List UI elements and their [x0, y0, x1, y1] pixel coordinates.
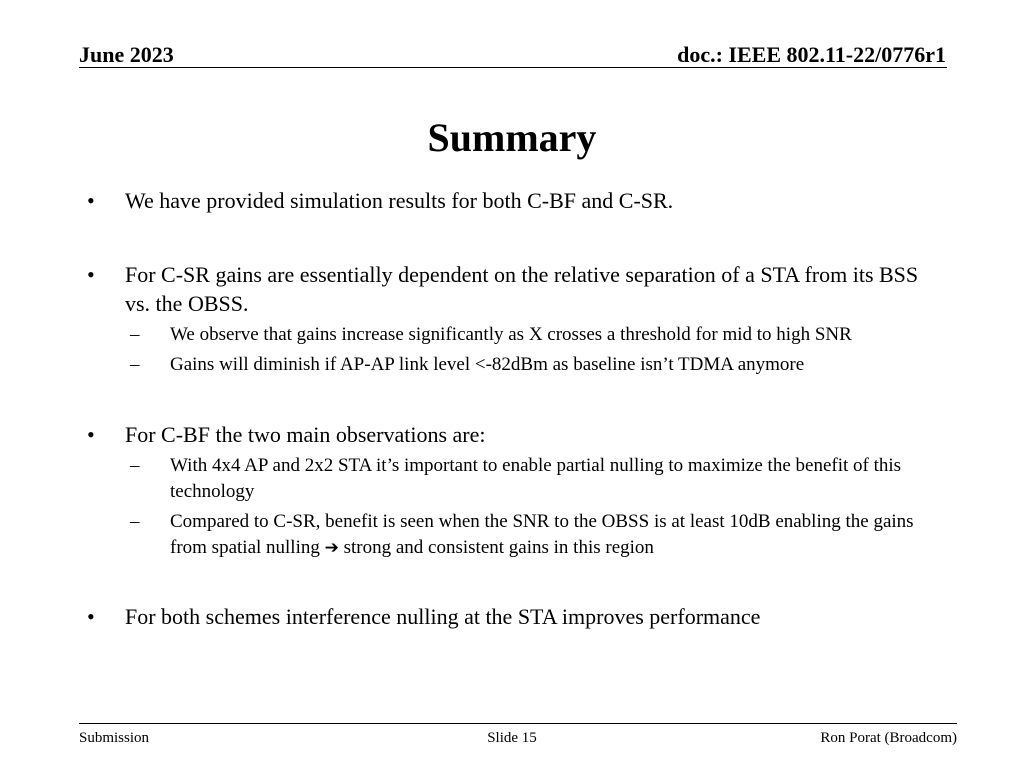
bullet-text: For C-BF the two main observations are:	[125, 422, 486, 447]
sub-bullet-text-before: Compared to C-SR, benefit is seen when the SNR to the OBSS is at least 10dB enabling the gains from spatial nulling	[170, 511, 914, 558]
header-divider	[79, 67, 947, 68]
bullet-marker: •	[87, 262, 95, 287]
bullet-item	[87, 602, 947, 631]
right-arrow-icon: ➔	[324, 538, 339, 558]
bullet-marker: •	[87, 422, 95, 447]
bullet-marker: •	[87, 604, 95, 629]
sub-bullet-marker: –	[130, 354, 140, 375]
sub-bullet-marker: –	[130, 324, 140, 345]
sub-bullet-text	[170, 509, 935, 561]
bullet-text: We have provided simulation results for both C-BF and C-SR.	[125, 188, 674, 213]
bullet-marker: •	[87, 188, 95, 213]
sub-bullet-text: With 4x4 AP and 2x2 STA it’s important to enable partial nulling to maximize the benefit of this technology	[170, 455, 902, 502]
sub-bullet-marker: –	[130, 455, 140, 476]
sub-bullet-item	[125, 352, 947, 378]
bullet-item	[87, 260, 947, 318]
bullet-item	[87, 420, 947, 449]
header-doc-id: doc.: IEEE 802.11-22/0776r1	[677, 42, 946, 67]
sub-bullet-marker: –	[130, 511, 140, 532]
slide-body	[87, 186, 947, 631]
footer-divider	[79, 723, 957, 724]
sub-bullet-item	[125, 453, 947, 505]
bullet-text: For C-SR gains are essentially dependent on the relative separation of a STA from its BSS vs. the OBSS.	[125, 262, 919, 316]
bullet-text: For both schemes interference nulling at the STA improves performance	[125, 604, 761, 629]
footer-slide-number: Slide 15	[487, 730, 537, 746]
sub-bullet-text: Gains will diminish if AP-AP link level <-82dBm as baseline isn’t TDMA anymore	[170, 354, 805, 375]
footer-submission: Submission	[79, 730, 150, 746]
header-date: June 2023	[79, 42, 174, 67]
sub-bullet-text-after: strong and consistent gains in this region	[338, 537, 654, 558]
sub-bullet-text: We observe that gains increase significantly as X crosses a threshold for mid to high SNR	[170, 324, 852, 345]
bullet-item	[87, 186, 947, 215]
sub-bullet-item	[125, 509, 947, 561]
footer-author: Ron Porat (Broadcom)	[820, 730, 957, 746]
slide-title: Summary	[427, 115, 597, 160]
sub-bullet-item	[125, 322, 947, 348]
